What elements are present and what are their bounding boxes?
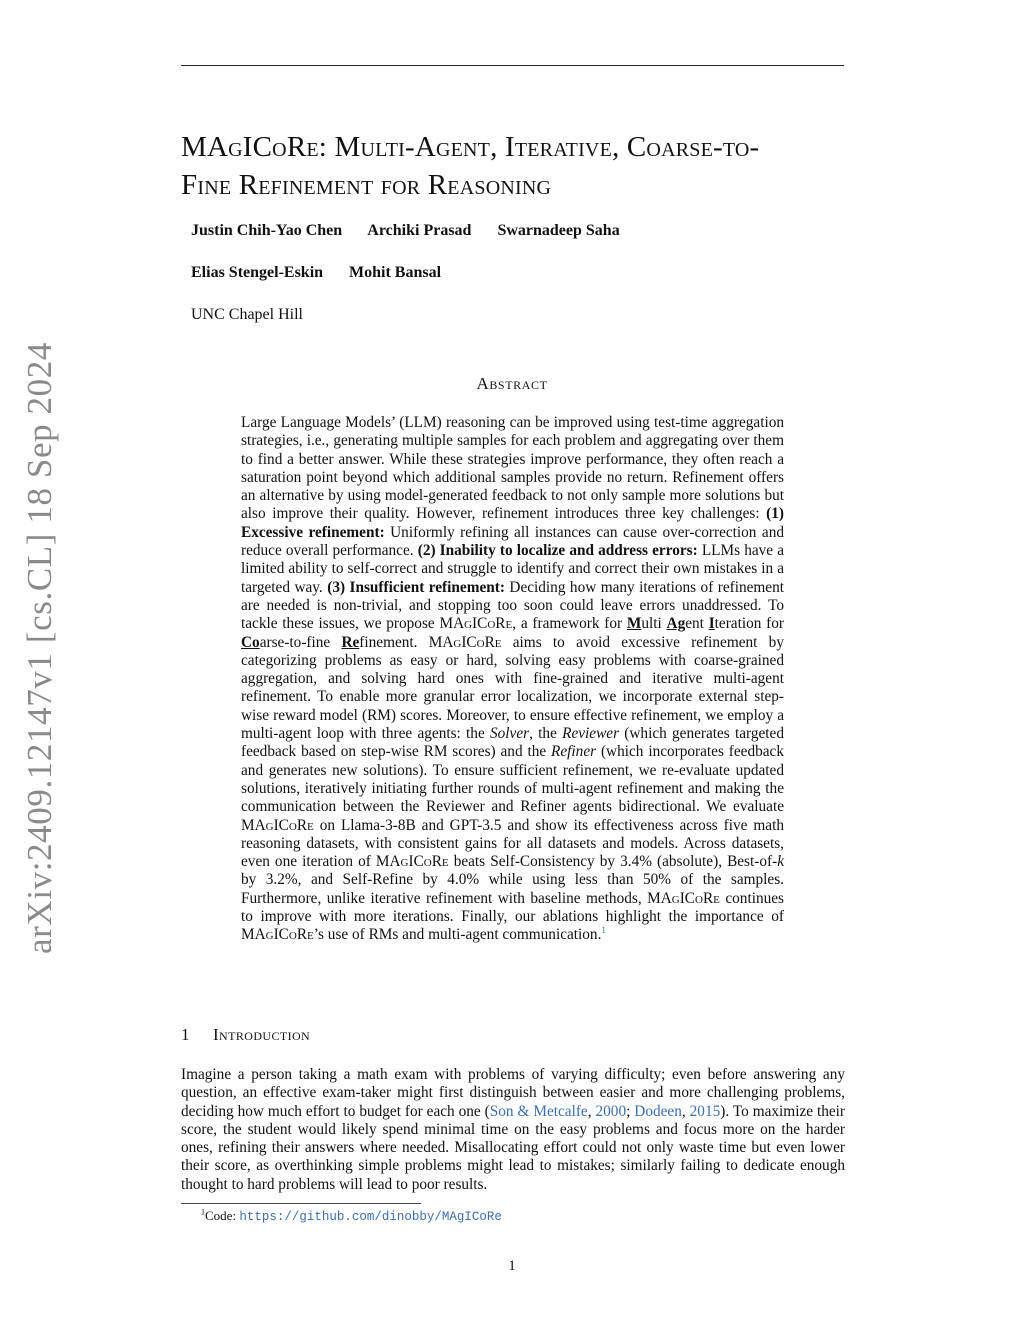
footnote — [201, 1208, 502, 1224]
affiliation: UNC Chapel Hill — [191, 306, 303, 323]
title-line-2: Fine Refinement for Reasoning — [181, 169, 552, 201]
section-title: Introduction — [213, 1025, 311, 1044]
paper-title — [181, 128, 861, 204]
page-number: 1 — [508, 1258, 516, 1274]
footnote-link[interactable]: 1 — [601, 925, 606, 936]
method-name: MAgICoRe — [439, 615, 513, 633]
author-name: Archiki Prasad — [367, 222, 472, 239]
code-link[interactable]: https://github.com/dinobby/MAgICoRe — [239, 1210, 502, 1224]
author-name: Mohit Bansal — [349, 264, 442, 281]
citation-link[interactable]: Dodeen — [634, 1102, 682, 1120]
footnote-label: Code: — [205, 1208, 240, 1223]
section-number: 1 — [181, 1025, 190, 1044]
intro-paragraph: Imagine a person taking a math exam with problems of varying difficulty; even before answering any question, an effective exam-taker might first distinguish between easier and more challenging problems, deciding how much effort to budget for each one (Son & Metcalfe, 2000; Dodeen, 2015). To maximize their score, the student would likely spend minimal time on the easy problems and focus more on the harder ones, refining their answers where needed. Misallocating effort could not only waste time but even lower their score, as overthinking simple problems might lead to mistakes; similarly failing to dedicate enough thought to hard problems will lead to poor results. — [181, 1066, 845, 1193]
citation-link[interactable]: 2015 — [689, 1102, 721, 1120]
citation-link[interactable]: Son & Metcalfe — [489, 1102, 588, 1120]
abstract-paragraph: Large Language Models’ (LLM) reasoning can be improved using test-time aggregation strategies, i.e., generating multiple samples for each problem and aggregating over them to find a better answer. While these strategies improve performance, they often reach a saturation point beyond which additional samples provide no return. Refinement offers an alternative by using model-generated feedback to not only sample more solutions but also improve their quality. However, refinement introduces three key challenges: (1) Excessive refinement: Uniformly refining all instances can cause over-correction and reduce overall performance. (2) Inability to localize and address errors: LLMs have a limited ability to self-correct and struggle to identify and correct their own mistakes in a targeted way. (3) Insufficient refinement: Deciding how many iterations of refinement are needed is non-trivial, and stopping too soon could leave errors unaddressed. To tackle these issues, we propose MAgICoRe, a framework for Multi Agent Iteration for Coarse-to-fine Refinement. MAgICoRe aims to avoid excessive refinement by categorizing problems as easy or hard, solving easy problems with coarse-grained aggregation, and solving hard ones with fine-grained and iterative multi-agent refinement. To enable more granular error localization, we incorporate external step-wise reward model (RM) scores. Moreover, to ensure effective refinement, we employ a multi-agent loop with three agents: the Solver, the Reviewer (which generates targeted feedback based on step-wise RM scores) and the Refiner (which incorporates feedback and generates new solutions). To ensure sufficient refinement, we re-evaluate updated solutions, iteratively initiating further rounds of multi-agent refinement and making the communication between the Reviewer and Refiner agents bidirectional. We evaluate MAgICoRe on Llama-3-8B and GPT-3.5 and show its effectiveness across five math reasoning datasets, with consistent gains for all datasets and models. Across datasets, even one iteration of MAgICoRe beats Self-Consistency by 3.4% (absolute), Best-of-k by 3.2%, and Self-Refine by 4.0% while using less than 50% of the samples. Furthermore, unlike iterative refinement with baseline methods, MAgICoRe continues to improve with more iterations. Finally, our ablations highlight the importance of MAgICoRe’s use of RMs and multi-agent communication.$^1$ — [241, 414, 784, 944]
abstract-heading: Abstract — [476, 374, 548, 393]
author-name: Swarnadeep Saha — [497, 222, 620, 239]
author-row-1 — [191, 222, 642, 240]
citation-link[interactable]: 2000 — [595, 1102, 627, 1120]
author-name: Justin Chih-Yao Chen — [191, 222, 343, 239]
footnote-mark: 1 — [201, 1207, 205, 1217]
arxiv-stamp-text: arXiv:2409.12147v1 [cs.CL] 18 Sep 2024 — [20, 342, 59, 954]
section-heading-introduction — [181, 1025, 310, 1045]
abstract-body — [241, 414, 784, 945]
method-name: MAgICoRe — [241, 816, 314, 834]
top-rule — [181, 65, 844, 66]
method-name: MAgICoRe — [428, 633, 502, 651]
method-name: MAgICoRe — [375, 853, 449, 871]
title-line-1: MAgICoRe: Multi-Agent, Iterative, Coarse-to- — [181, 131, 760, 163]
method-name: MAgICoRe — [647, 889, 720, 907]
footnote-rule — [181, 1203, 421, 1204]
author-name: Elias Stengel-Eskin — [191, 264, 324, 281]
author-row-2 — [191, 264, 463, 282]
method-name: MAgICoRe — [241, 926, 314, 944]
